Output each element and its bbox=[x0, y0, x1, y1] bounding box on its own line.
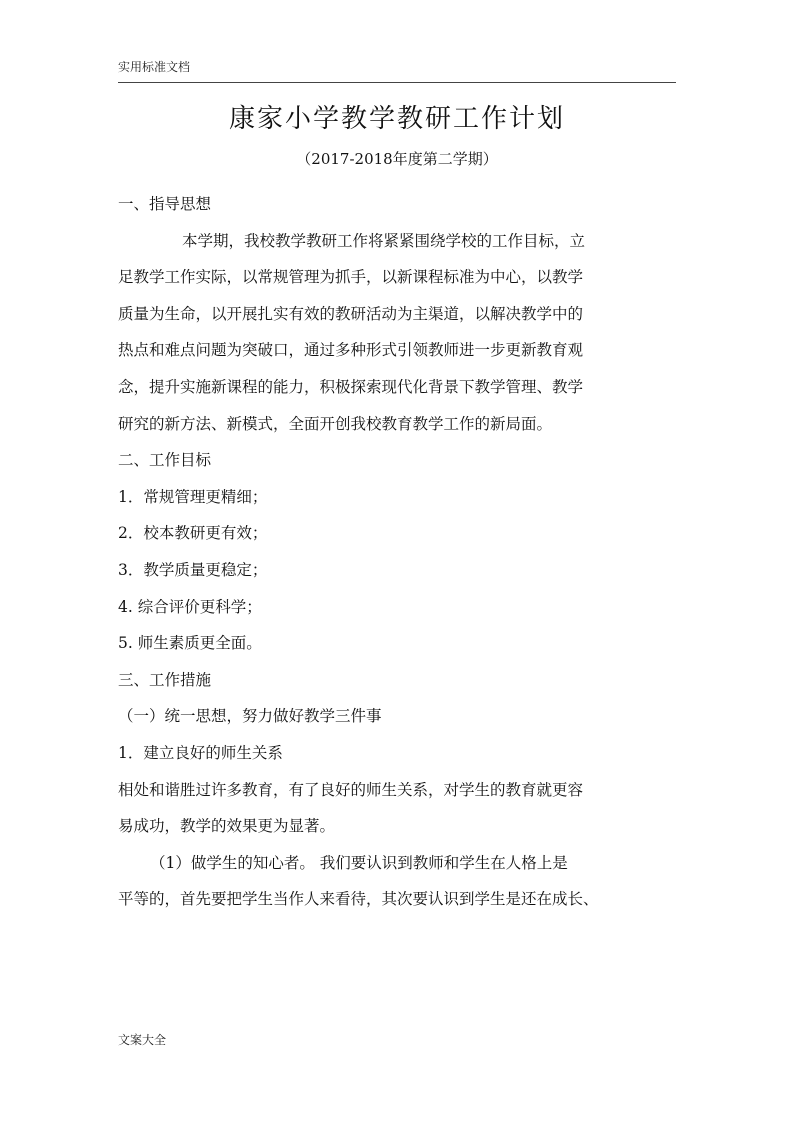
header-label: 实用标准文档 bbox=[118, 60, 191, 74]
list-item: 2．校本教研更有效； bbox=[118, 524, 268, 543]
subsection-heading: 1．建立良好的师生关系 bbox=[118, 743, 283, 762]
list-item: 3．教学质量更稳定； bbox=[118, 560, 268, 579]
paragraph-line: 念，提升实施新课程的能力，积极探索现代化背景下教学管理、教学 bbox=[118, 377, 584, 396]
paragraph-line: 研究的新方法、新模式，全面开创我校教育教学工作的新局面。 bbox=[118, 414, 553, 433]
list-item: 5. 师生素质更全面。 bbox=[118, 634, 262, 653]
document-subtitle: （2017-2018年度第二学期） bbox=[296, 150, 498, 168]
list-item: 1．常规管理更精细； bbox=[118, 487, 268, 506]
paragraph-line: 相处和谐胜过许多教育，有了良好的师生关系，对学生的教育就更容 bbox=[118, 780, 584, 799]
footer-label: 文案大全 bbox=[118, 1033, 167, 1047]
subsection-heading: （一）统一思想，努力做好教学三件事 bbox=[118, 707, 382, 726]
paragraph-line: 热点和难点问题为突破口，通过多种形式引领教师进一步更新教育观 bbox=[118, 341, 584, 360]
paragraph-line: 易成功，教学的效果更为显著。 bbox=[118, 817, 336, 836]
paragraph-line: 本学期，我校教学教研工作将紧紧围绕学校的工作目标，立 bbox=[182, 231, 586, 250]
header-divider bbox=[118, 82, 676, 83]
paragraph-line: 足教学工作实际，以常规管理为抓手，以新课程标准为中心，以教学 bbox=[118, 268, 584, 287]
section-heading: 三、工作措施 bbox=[118, 670, 212, 689]
document-title: 康家小学教学教研工作计划 bbox=[228, 104, 565, 134]
section-heading: 一、指导思想 bbox=[118, 195, 212, 213]
list-item: 4. 综合评价更科学； bbox=[118, 597, 262, 616]
paragraph-line: 质量为生命，以开展扎实有效的教研活动为主渠道，以解决教学中的 bbox=[118, 304, 584, 323]
paragraph-line: （1）做学生的知心者。 我们要认识到教师和学生在人格上是 bbox=[150, 853, 568, 872]
document-body bbox=[118, 186, 676, 918]
paragraph-line: 平等的，首先要把学生当作人来看待，其次要认识到学生是还在成长、 bbox=[118, 890, 599, 909]
section-heading: 二、工作目标 bbox=[118, 451, 212, 470]
